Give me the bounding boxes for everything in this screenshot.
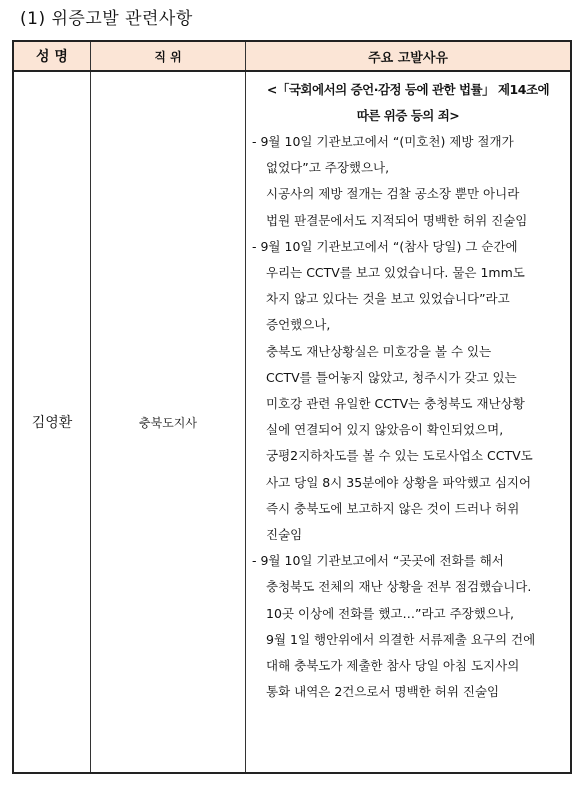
section-title: (1) 위증고발 관련사항 — [20, 9, 193, 29]
reason-line: CCTV를 틀어놓지 않았고, 청주시가 갖고 있는 — [266, 369, 517, 385]
table-row — [13, 71, 571, 773]
heading-line: <「국회에서의 증언·감정 등에 관한 법률」 제14조에 — [266, 82, 550, 97]
cell-position: 충북도지사 — [91, 71, 246, 773]
reason-line: 즉시 충북도에 보고하지 않은 것이 드러나 허위 — [266, 500, 520, 516]
header-name: 성 명 — [13, 41, 91, 71]
reason-line: 진술임 — [266, 527, 303, 543]
reason-line: 10곳 이상에 전화를 했고…”라고 주장했으나, — [266, 605, 514, 621]
reason-line: 법원 판결문에서도 지적되어 명백한 허위 진술임 — [266, 212, 528, 228]
reason-line: 9월 1일 행안위에서 의결한 서류제출 요구의 건에 — [266, 631, 536, 647]
reason-line: 우리는 CCTV를 보고 있었습니다. 물은 1mm도 — [266, 265, 525, 281]
reason-line: - 9월 10일 기관보고에서 “곳곳에 전화를 해서 — [252, 553, 504, 569]
reason-line: 실에 연결되어 있지 않았음이 확인되었으며, — [266, 422, 504, 438]
cell-reason — [246, 71, 572, 773]
cell-name: 김영환 — [13, 71, 91, 773]
reason-item-1 — [252, 129, 564, 234]
header-reason: 주요 고발사유 — [246, 41, 572, 71]
perjury-table — [12, 40, 572, 774]
reason-item-3 — [252, 548, 564, 705]
reason-line: 충북도 재난상황실은 미호강을 볼 수 있는 — [266, 343, 492, 359]
reason-line: - 9월 10일 기관보고에서 “(미호천) 제방 절개가 — [252, 134, 514, 149]
reason-line: 없었다”고 주장했으나, — [266, 160, 390, 176]
heading-line: 따른 위증 등의 죄> — [356, 108, 460, 123]
reason-line: 미호강 관련 유일한 CCTV는 충청북도 재난상황 — [266, 396, 525, 412]
reason-line: 증언했으나, — [266, 317, 331, 333]
reason-line: 사고 당일 8시 35분에야 상황을 파악했고 심지어 — [266, 474, 532, 490]
reason-line: 충청북도 전체의 재난 상황을 전부 점검했습니다. — [266, 579, 532, 595]
table-header-row — [13, 41, 571, 71]
header-position: 직 위 — [91, 41, 246, 71]
legal-basis-heading — [252, 77, 564, 129]
reason-line: - 9월 10일 기관보고에서 “(참사 당일) 그 순간에 — [252, 238, 518, 254]
reason-line: 궁평2지하차도를 볼 수 있는 도로사업소 CCTV도 — [266, 448, 533, 464]
reason-line: 통화 내역은 2건으로서 명백한 허위 진술임 — [266, 684, 500, 700]
reason-line: 차지 않고 있다는 것을 보고 있었습니다”라고 — [266, 291, 510, 307]
reason-line: 시공사의 제방 절개는 검찰 공소장 뿐만 아니라 — [266, 186, 520, 202]
reason-item-2 — [252, 234, 564, 548]
reason-line: 대해 충북도가 제출한 참사 당일 아침 도지사의 — [266, 658, 520, 674]
